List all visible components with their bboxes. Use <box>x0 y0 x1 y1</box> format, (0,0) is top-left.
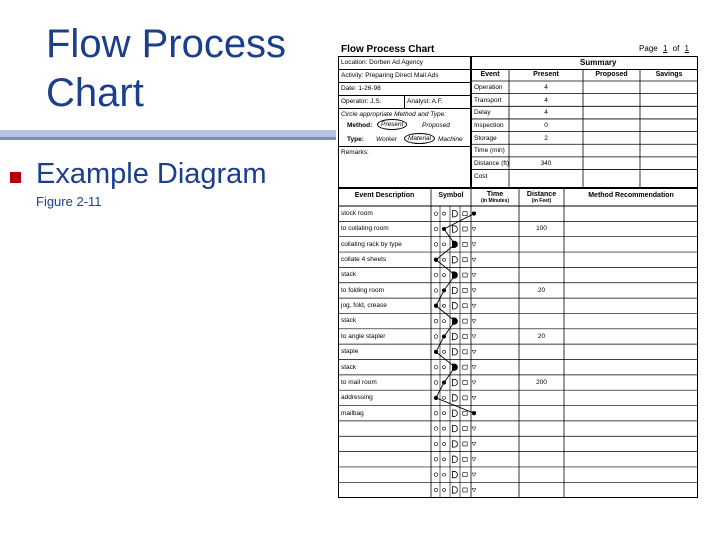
delay-symbol <box>452 226 457 232</box>
location-field: Location: Dorben Ad Agency <box>341 59 424 66</box>
summary-header-event: Event <box>480 71 500 78</box>
figure-caption: Figure 2-11 <box>36 194 102 209</box>
storage-symbol <box>472 350 476 353</box>
type-worker: Worker <box>376 136 397 143</box>
operation-symbol <box>434 488 438 492</box>
transport-symbol <box>443 412 446 415</box>
inspection-symbol <box>463 381 467 385</box>
operation-symbol <box>434 289 438 293</box>
delay-symbol <box>452 456 457 462</box>
operation-symbol <box>434 243 438 247</box>
inspection-symbol <box>463 273 467 277</box>
inspection-symbol <box>463 365 467 369</box>
summary-event-label: Operation <box>474 84 503 91</box>
col-header-distance: Distance <box>526 191 557 198</box>
transport-symbol <box>443 458 446 461</box>
transport-symbol <box>443 274 446 277</box>
storage-symbol <box>472 473 476 476</box>
circle-note: Circle appropriate Method and Type: <box>341 111 447 118</box>
summary-present-value: 340 <box>540 159 552 167</box>
summary-event-label: Distance (ft) <box>474 159 510 167</box>
date-field: Date: 1-26-98 <box>341 85 381 92</box>
analyst-field: Analyst: A.F. <box>407 98 443 105</box>
transport-symbol <box>443 488 446 491</box>
operation-symbol <box>434 273 438 277</box>
method-label: Method: <box>347 122 373 129</box>
transport-symbol <box>443 427 446 430</box>
transport-symbol <box>443 320 446 323</box>
transport-symbol <box>443 442 446 445</box>
step-description: stack <box>341 317 357 325</box>
inspection-symbol <box>463 488 467 492</box>
storage-symbol <box>472 488 476 491</box>
type-machine: Machine <box>438 136 463 143</box>
inspection-symbol <box>463 396 467 400</box>
summary-present-value: 4 <box>544 84 548 91</box>
storage-symbol <box>472 258 476 261</box>
transport-symbol <box>443 396 446 399</box>
operation-symbol <box>434 457 438 461</box>
transport-symbol <box>443 366 446 369</box>
storage-symbol <box>472 243 476 246</box>
storage-symbol <box>472 427 476 430</box>
delay-symbol <box>452 425 457 431</box>
col-header-description: Event Description <box>354 192 415 199</box>
summary-event-label: Delay <box>474 109 491 117</box>
inspection-symbol <box>463 350 467 354</box>
inspection-symbol <box>463 473 467 477</box>
inspection-symbol <box>463 411 467 415</box>
delay-symbol <box>452 287 457 293</box>
col-header-recommendation: Method Recommendation <box>588 192 674 199</box>
inspection-symbol <box>463 319 467 323</box>
summary-header-present: Present <box>533 71 559 78</box>
operation-symbol <box>434 365 438 369</box>
page-of-label: of <box>672 44 680 53</box>
title-divider <box>0 130 336 137</box>
transport-symbol <box>443 304 446 307</box>
step-description: stack <box>341 363 357 371</box>
summary-present-value: 2 <box>544 134 548 142</box>
bullet-marker <box>10 172 21 183</box>
delay-symbol <box>452 441 457 447</box>
delay-symbol <box>452 379 457 385</box>
method-present-selected: Present <box>377 119 407 130</box>
inspection-symbol <box>463 258 467 262</box>
type-material-selected: Material <box>404 133 435 144</box>
summary-header-savings: Savings <box>655 71 683 78</box>
storage-symbol <box>472 320 476 323</box>
summary-event-label: Inspection <box>474 121 504 129</box>
operation-symbol <box>434 227 438 231</box>
summary-event-label: Transport <box>474 96 502 104</box>
title-divider-shadow <box>0 137 336 140</box>
col-header-symbol: Symbol <box>438 192 464 199</box>
step-description: to angle stapler <box>341 332 386 340</box>
step-description: to folding room <box>341 286 384 294</box>
storage-symbol <box>472 381 476 384</box>
summary-title: Summary <box>580 58 617 67</box>
bullet-text: Example Diagram <box>36 158 267 190</box>
step-description: to collating room <box>341 225 389 233</box>
method-proposed: Proposed <box>422 122 450 129</box>
storage-symbol <box>472 227 476 230</box>
operation-symbol <box>434 411 438 415</box>
summary-event-label: Time (min) <box>474 147 505 155</box>
step-distance: 200 <box>536 378 547 386</box>
delay-symbol <box>452 487 457 493</box>
remarks-label: Remarks: <box>341 149 369 156</box>
summary-event-label: Cost <box>474 172 488 180</box>
inspection-symbol <box>463 227 467 231</box>
summary-event-label: Storage <box>474 134 497 142</box>
delay-symbol <box>452 471 457 477</box>
page-label: Page <box>639 44 658 53</box>
step-distance: 20 <box>537 332 546 340</box>
col-header-time-unit: (in Minutes) <box>480 198 510 204</box>
step-description: stock room <box>341 210 373 217</box>
inspection-symbol <box>463 242 467 246</box>
step-distance: 100 <box>536 225 547 233</box>
inspection-symbol <box>463 427 467 431</box>
delay-symbol <box>452 410 457 416</box>
form-title: Flow Process Chart <box>341 44 435 55</box>
transport-symbol <box>443 212 446 215</box>
flow-process-form <box>338 40 698 498</box>
inspection-symbol <box>463 334 467 338</box>
step-description: staple <box>341 348 359 356</box>
activity-field: Activity: Preparing Direct Mail Ads <box>341 72 439 79</box>
delay-symbol <box>452 210 457 216</box>
step-description: jog, fold, crease <box>341 302 387 310</box>
delay-symbol <box>452 349 457 355</box>
summary-present-value: 4 <box>544 109 548 117</box>
transport-symbol <box>443 243 446 246</box>
step-description: mailbag <box>341 409 364 417</box>
type-label: Type: <box>347 136 364 143</box>
inspection-symbol <box>463 288 467 292</box>
operation-symbol <box>434 319 438 323</box>
transport-symbol <box>443 473 446 476</box>
transport-symbol <box>443 258 446 261</box>
delay-symbol <box>452 303 457 309</box>
delay-symbol <box>452 257 457 263</box>
transport-symbol <box>443 350 446 353</box>
operation-symbol <box>434 212 438 216</box>
col-header-time: Time <box>486 191 504 198</box>
page-number: 1 <box>662 44 668 53</box>
storage-symbol <box>472 289 476 292</box>
summary-present-value: 0 <box>544 121 548 129</box>
step-description: collating rack by type <box>341 240 402 248</box>
step-description: to mail room <box>341 378 377 386</box>
slide-title: Flow Process Chart <box>46 22 287 116</box>
storage-symbol <box>472 273 476 276</box>
operation-symbol <box>434 442 438 446</box>
step-description: addressing <box>341 394 373 402</box>
delay-symbol <box>452 333 457 339</box>
inspection-symbol <box>463 212 467 216</box>
storage-symbol <box>472 458 476 461</box>
operator-field: Operator: J.S. <box>341 98 382 105</box>
col-header-distance-unit: (in Feet) <box>531 198 552 204</box>
storage-symbol <box>472 396 476 399</box>
operation-symbol <box>434 335 438 339</box>
step-description: stack <box>341 271 357 279</box>
storage-symbol <box>472 335 476 338</box>
storage-symbol <box>472 304 476 307</box>
steps-lines <box>338 40 698 498</box>
page-total: 1 <box>684 44 689 53</box>
operation-symbol <box>434 427 438 431</box>
step-distance: 20 <box>537 286 546 294</box>
summary-present-value: 4 <box>544 96 548 104</box>
operation-symbol <box>434 473 438 477</box>
storage-symbol <box>472 366 476 369</box>
inspection-symbol <box>463 304 467 308</box>
inspection-symbol <box>463 457 467 461</box>
summary-header-proposed: Proposed <box>595 71 628 78</box>
inspection-symbol <box>463 442 467 446</box>
step-description: collate 4 sheets <box>341 256 387 264</box>
storage-symbol <box>472 442 476 445</box>
operation-symbol <box>434 381 438 385</box>
delay-symbol <box>452 395 457 401</box>
